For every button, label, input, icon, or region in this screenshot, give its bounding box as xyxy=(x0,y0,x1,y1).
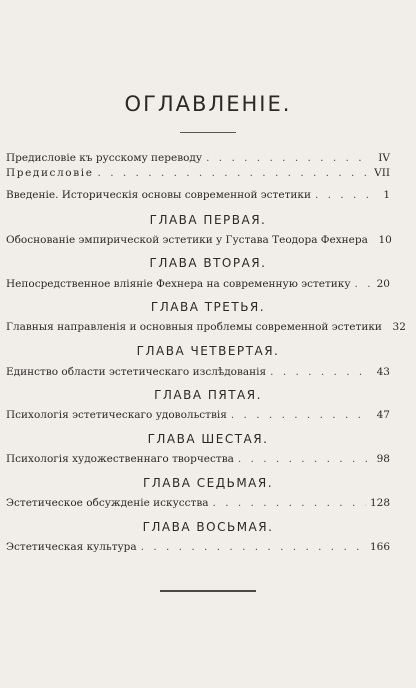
toc-entry-text: Эстетическая культура xyxy=(6,541,137,553)
toc-entry-chapter-6 xyxy=(6,453,390,465)
toc-entry-chapter-5 xyxy=(6,409,390,421)
leader-dots xyxy=(355,278,370,290)
chapter-heading: ГЛАВА ПЕРВАЯ. xyxy=(149,213,267,227)
leader-dots xyxy=(270,366,370,378)
toc-entry-text: Психологія эстетическаго удовольствія xyxy=(6,409,227,421)
toc-entry-text: Обоснованіе эмпирической эстетики у Густава Теодора Фехнера xyxy=(6,234,368,246)
toc-entry-chapter-3 xyxy=(6,321,406,333)
leader-dots xyxy=(141,541,366,553)
toc-entry-chapter-8 xyxy=(6,541,390,553)
leader-dots xyxy=(238,453,370,465)
toc-page-number: 20 xyxy=(376,278,390,290)
toc-entry-text: Эстетическое обсужденіе искусства xyxy=(6,497,209,509)
toc-page-number: 128 xyxy=(369,497,390,509)
chapter-heading: ГЛАВА ВТОРАЯ. xyxy=(149,256,267,270)
chapter-heading: ГЛАВА ВОСЬМАЯ. xyxy=(142,520,274,534)
toc-entry-chapter-1 xyxy=(6,234,390,246)
toc-page-number: 32 xyxy=(392,321,406,333)
toc-entry-chapter-4 xyxy=(6,366,390,378)
toc-entry-text: Психологія художественнаго творчества xyxy=(6,453,234,465)
chapter-heading: ГЛАВА ШЕСТАЯ. xyxy=(147,432,269,446)
leader-dots xyxy=(98,167,370,179)
toc-page-number: 1 xyxy=(383,189,390,201)
closing-rule xyxy=(160,590,256,592)
leader-dots xyxy=(315,189,370,201)
toc-page-number: 166 xyxy=(369,541,390,553)
toc-entry-chapter-2 xyxy=(6,278,390,290)
toc-entry-preface xyxy=(6,167,390,179)
chapter-heading: ГЛАВА ТРЕТЬЯ. xyxy=(150,300,266,314)
toc-page-number: IV xyxy=(378,152,390,164)
chapter-heading: ГЛАВА ПЯТАЯ. xyxy=(154,388,262,402)
toc-entry-chapter-7 xyxy=(6,497,390,509)
leader-dots xyxy=(213,497,366,509)
page-title: ОГЛАВЛЕНІЕ. xyxy=(124,92,292,116)
toc-page-number: 98 xyxy=(376,453,390,465)
title-rule xyxy=(180,132,236,133)
toc-page-number: 47 xyxy=(376,409,390,421)
toc-entry-text: Непосредственное вліяніе Фехнера на современную эстетику xyxy=(6,278,351,290)
toc-page-number: 43 xyxy=(376,366,390,378)
toc-entry-text: Главныя направленія и основныя проблемы современной эстетики xyxy=(6,321,382,333)
chapter-heading: ГЛАВА СЕДЬМАЯ. xyxy=(142,476,274,490)
toc-page-number: VII xyxy=(374,167,390,179)
toc-entry-text: Единство области эстетическаго изслѣдованія xyxy=(6,366,267,378)
toc-entry-text: Предисловіе xyxy=(6,167,94,179)
toc-entry-text: Введеніе. Историческія основы современной эстетики xyxy=(6,189,311,201)
toc-page-number: 10 xyxy=(378,234,392,246)
chapter-heading: ГЛАВА ЧЕТВЕРТАЯ. xyxy=(136,344,280,358)
leader-dots xyxy=(231,409,370,421)
toc-entry-introduction xyxy=(6,189,390,201)
leader-dots xyxy=(206,152,370,164)
toc-entry-text: Предисловіе къ русскому переводу xyxy=(6,152,203,164)
toc-entry-translator-preface xyxy=(6,152,390,164)
